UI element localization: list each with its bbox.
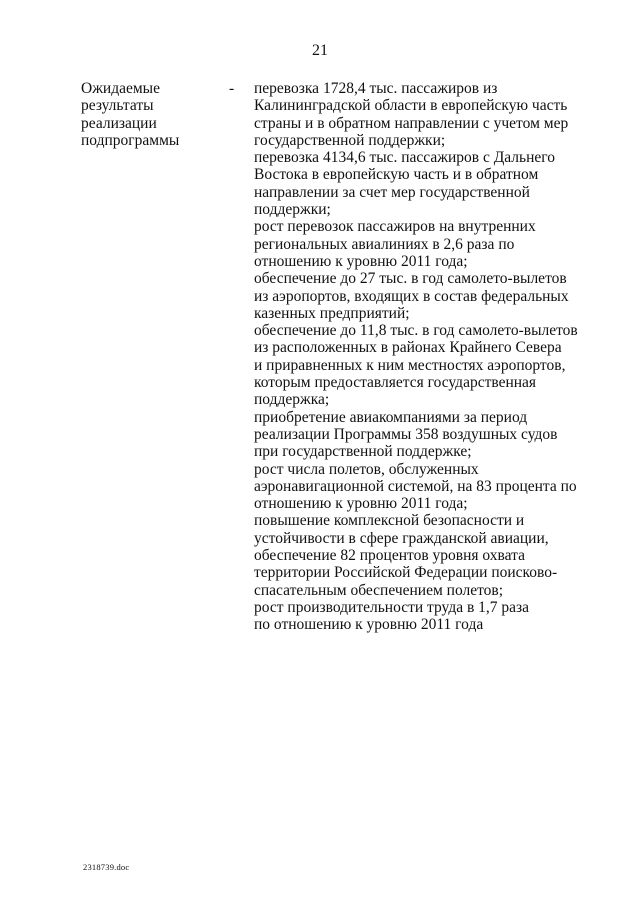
section-label-line: Ожидаемые [81, 80, 160, 97]
result-line: спасательным обеспечением полетов; [254, 581, 504, 599]
result-item [254, 80, 584, 149]
result-item [254, 149, 584, 218]
result-item [254, 409, 584, 461]
result-line: отношению к уровню 2011 года; [254, 495, 468, 513]
section-label-line: результаты [81, 97, 154, 115]
result-line: из расположенных в районах Крайнего Севера [254, 339, 562, 357]
result-item [254, 270, 584, 322]
result-line: из аэропортов, входящих в состав федеральных [254, 287, 569, 305]
result-line: обеспечение 82 процентов уровня охвата [254, 547, 525, 565]
result-line: которым предоставляется государственная [254, 374, 537, 392]
result-line: рост производительности труда в 1,7 раза [254, 598, 530, 616]
result-line: повышение комплексной безопасности и [254, 512, 525, 530]
results-list [254, 80, 584, 634]
result-line: реализации Программы 358 воздушных судов [254, 425, 558, 443]
result-line: Востока в европейскую часть и в обратном [254, 166, 539, 184]
result-line: поддержка; [254, 391, 330, 409]
page-number: 21 [312, 42, 328, 59]
result-item [254, 512, 584, 598]
result-line: государственной поддержки; [254, 131, 446, 149]
result-line: приобретение авиакомпаниями за период [254, 408, 528, 426]
result-line: региональных авиалиниях в 2,6 раза по [254, 235, 515, 253]
result-line: казенных предприятий; [254, 304, 410, 322]
result-line: по отношению к уровню 2011 года [254, 616, 484, 634]
result-line: Калининградской области в европейскую часть [254, 97, 568, 115]
section-label-line: подпрограммы [81, 131, 180, 149]
result-item [254, 322, 584, 408]
dash-separator: - [229, 80, 235, 97]
result-line: обеспечение до 11,8 тыс. в год самолето-вылетов [254, 322, 578, 340]
result-item [254, 218, 584, 270]
document-filename: 2318739.doc [83, 862, 130, 872]
result-line: аэронавигационной системой, на 83 процента по [254, 477, 577, 495]
result-line: перевозка 4134,6 тыс. пассажиров с Дальнего [254, 149, 556, 167]
result-line: при государственной поддержке; [254, 443, 472, 461]
result-line: перевозка 1728,4 тыс. пассажиров из [254, 80, 498, 97]
result-line: рост перевозок пассажиров на внутренних [254, 218, 536, 236]
result-item [254, 599, 584, 634]
result-line: направлении за счет мер государственной [254, 183, 530, 201]
result-line: поддержки; [254, 201, 331, 219]
section-label-line: реализации [81, 114, 157, 132]
result-line: устойчивости в сфере гражданской авиации, [254, 529, 549, 547]
result-line: отношению к уровню 2011 года; [254, 252, 468, 270]
result-line: и приравненных к ним местностях аэропортов, [254, 356, 566, 374]
result-line: обеспечение до 27 тыс. в год самолето-вылетов [254, 270, 567, 288]
result-line: рост числа полетов, обслуженных [254, 460, 479, 478]
section-label [81, 80, 221, 149]
result-item [254, 461, 584, 513]
result-line: территории Российской Федерации поисково- [254, 564, 558, 582]
result-line: страны и в обратном направлении с учетом мер [254, 114, 569, 132]
